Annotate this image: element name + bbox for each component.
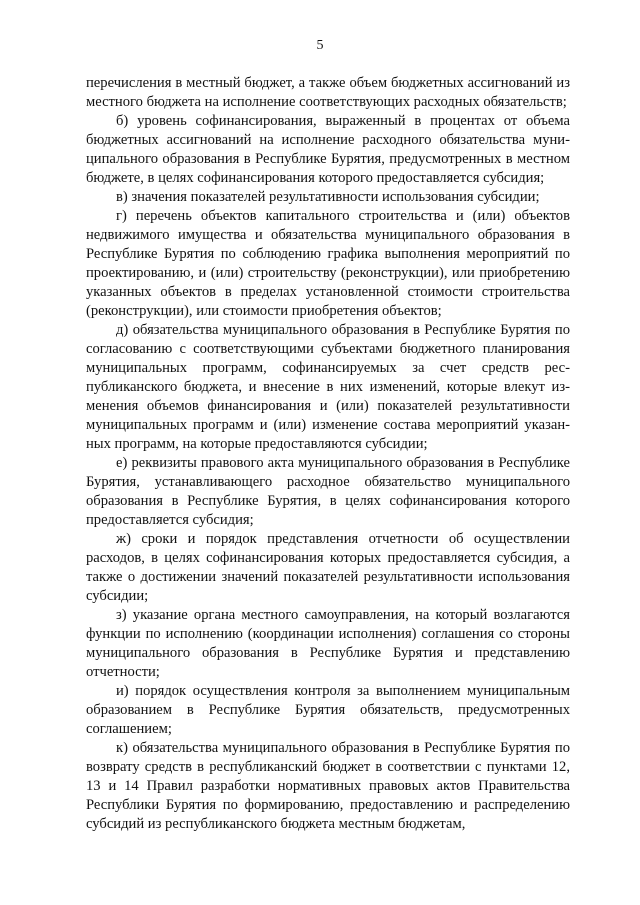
page-number: 5 bbox=[316, 38, 324, 53]
paragraph-item-b: б) уровень софинансирования, выраженный в процентах от объема бюджетных ассигнований на исполнение расходного обязательства муниципального образования в Республике Бурятия, предусмотренных в местном бюджете, в целях софинансирования которого предоставляется субсидия; bbox=[86, 113, 570, 186]
paragraph-item-zh: ж) сроки и порядок представления отчетности об осуществлении расходов, в целях софинансирования которых предоставляется субсидия, а также о достижении значений показателей результативности использования субсидии; bbox=[86, 531, 570, 604]
paragraph-item-e: е) реквизиты правового акта муниципального образования в Республике Бурятия, устанавливающего расходное обязательство муниципального образования в Республике Бурятия, в целях софинансирования которого предоставляется субсидия; bbox=[86, 455, 570, 528]
paragraph-item-g: г) перечень объектов капитального строительства и (или) объектов недвижимого имущества и обязательства муниципального образования в Республике Бурятия по соблюдению графика выполнения мероприятий по проектированию, и (или) строительству (реконструкции), или приобретению указанных объектов в пределах установленной стоимости строительства (реконструкции), или стоимости приобретения объектов; bbox=[86, 208, 570, 319]
paragraph-item-i: и) порядок осуществления контроля за выполнением муниципальным образованием в Республике Бурятия обязательств, предусмотренных соглашением; bbox=[86, 683, 570, 737]
document-body bbox=[86, 74, 570, 834]
paragraph-item-d: д) обязательства муниципального образования в Республике Бурятия по согласованию с соответствующими субъектами бюджетного планирования муниципальных программ, софинансируемых за счет средств республиканского бюджета, и внесение в них изменений, которые влекут изменения объемов финансирования и (или) показателей результативности муниципальных программ и (или) изменение состава мероприятий указанных программ, на которые предоставляются субсидии; bbox=[86, 322, 570, 452]
paragraph-continuation: перечисления в местный бюджет, а также объем бюджетных ассигнований из местного бюджета на исполнение соответствующих расходных обязательств; bbox=[86, 75, 570, 110]
paragraph-item-k: к) обязательства муниципального образования в Республике Бурятия по возврату средств в республиканский бюджет в соответствии с пунктами 12, 13 и 14 Правил разработки нормативных правовых актов Правительства Республики Бурятия по формированию, предоставлению и распределению субсидий из республиканского бюджета местным бюджетам, bbox=[86, 740, 570, 832]
paragraph-item-v: в) значения показателей результативности использования субсидии; bbox=[116, 189, 540, 205]
paragraph-item-z: з) указание органа местного самоуправления, на который возлагаются функции по исполнению (координации исполнения) соглашения со стороны муниципального образования в Республике Бурятия и представлению отчетности; bbox=[86, 607, 570, 680]
